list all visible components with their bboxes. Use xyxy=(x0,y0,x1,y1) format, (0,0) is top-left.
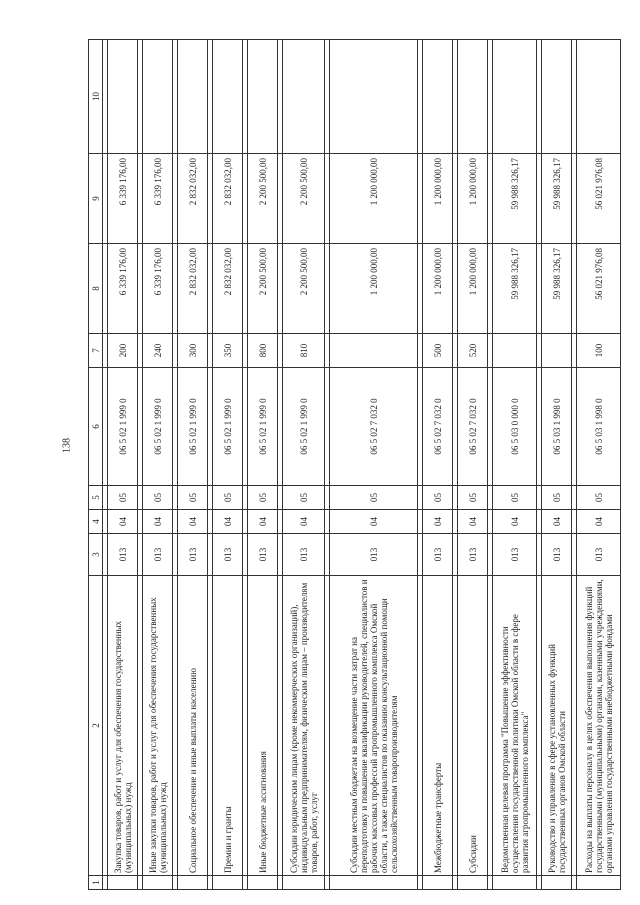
cell-name: Расходы на выплаты персоналу в целях обеспечения выполнения функций государственными (муниципальными) органами, казенными учреждениями, органами управления государственными внебюджетными фондами xyxy=(577,576,621,876)
cell-index xyxy=(542,876,572,890)
cell-amount-2: 2 200 500,00 xyxy=(248,154,278,244)
cell-amount-2: 1 200 000,00 xyxy=(423,154,453,244)
col-header: 4 xyxy=(89,510,103,534)
table-row xyxy=(458,40,488,890)
cell-col10 xyxy=(577,40,621,154)
table-row xyxy=(493,40,537,890)
cell-target-item: 06 5 02 1 999 0 xyxy=(143,368,173,486)
cell-amount-2: 59 988 326,17 xyxy=(542,154,572,244)
cell-col10 xyxy=(458,40,488,154)
header-row xyxy=(89,40,103,890)
cell-section: 04 xyxy=(248,510,278,534)
cell-subsection: 05 xyxy=(330,486,418,510)
cell-section: 04 xyxy=(178,510,208,534)
cell-index xyxy=(458,876,488,890)
cell-section: 04 xyxy=(108,510,138,534)
cell-amount: 1 200 000,00 xyxy=(330,244,418,334)
cell-amount-2: 2 832 032,00 xyxy=(213,154,243,244)
cell-index xyxy=(330,876,418,890)
cell-amount-2: 6 339 176,00 xyxy=(108,154,138,244)
cell-amount: 1 200 000,00 xyxy=(458,244,488,334)
cell-amount-2: 1 200 000,00 xyxy=(458,154,488,244)
cell-ministry: 013 xyxy=(143,534,173,576)
page-number: 138 xyxy=(61,438,73,453)
cell-section: 04 xyxy=(330,510,418,534)
cell-expense-type: 350 xyxy=(213,334,243,368)
col-header: 5 xyxy=(89,486,103,510)
cell-subsection: 05 xyxy=(423,486,453,510)
cell-name: Премии и гранты xyxy=(213,576,243,876)
cell-col10 xyxy=(213,40,243,154)
col-header: 3 xyxy=(89,534,103,576)
table-row xyxy=(330,40,418,890)
cell-index xyxy=(213,876,243,890)
cell-name: Закупка товаров, работ и услуг для обеспечения государственных (муниципальных) нужд xyxy=(108,576,138,876)
cell-name: Руководство и управление в сфере установленных функций государственных органов Омской области xyxy=(542,576,572,876)
cell-subsection: 05 xyxy=(283,486,325,510)
table-row xyxy=(423,40,453,890)
cell-subsection: 05 xyxy=(178,486,208,510)
cell-name: Иные закупки товаров, работ и услуг для обеспечения государственных (муниципальных) нужд xyxy=(143,576,173,876)
table-row xyxy=(108,40,138,890)
cell-amount: 56 021 976,08 xyxy=(577,244,621,334)
cell-expense-type xyxy=(493,334,537,368)
cell-ministry: 013 xyxy=(283,534,325,576)
cell-section: 04 xyxy=(143,510,173,534)
cell-ministry: 013 xyxy=(542,534,572,576)
cell-section: 04 xyxy=(423,510,453,534)
cell-amount-2: 2 200 500,00 xyxy=(283,154,325,244)
cell-section: 04 xyxy=(493,510,537,534)
cell-target-item: 06 5 02 1 999 0 xyxy=(248,368,278,486)
cell-amount-2: 56 021 976,08 xyxy=(577,154,621,244)
col-header: 6 xyxy=(89,368,103,486)
cell-amount: 2 832 032,00 xyxy=(178,244,208,334)
col-header: 7 xyxy=(89,334,103,368)
table-row xyxy=(577,40,621,890)
cell-subsection: 05 xyxy=(213,486,243,510)
cell-name: Межбюджетные трансферты xyxy=(423,576,453,876)
rotated-table-wrapper xyxy=(88,40,614,890)
cell-subsection: 05 xyxy=(248,486,278,510)
cell-section: 04 xyxy=(213,510,243,534)
cell-col10 xyxy=(423,40,453,154)
cell-target-item: 06 5 02 1 999 0 xyxy=(213,368,243,486)
cell-target-item: 06 5 02 7 032 0 xyxy=(330,368,418,486)
cell-ministry: 013 xyxy=(423,534,453,576)
cell-section: 04 xyxy=(458,510,488,534)
cell-target-item: 06 5 02 7 032 0 xyxy=(458,368,488,486)
col-header: 2 xyxy=(89,576,103,876)
cell-subsection: 05 xyxy=(143,486,173,510)
cell-col10 xyxy=(178,40,208,154)
cell-section: 04 xyxy=(283,510,325,534)
cell-expense-type: 100 xyxy=(577,334,621,368)
cell-target-item: 06 5 02 1 999 0 xyxy=(108,368,138,486)
cell-target-item: 06 5 02 1 999 0 xyxy=(283,368,325,486)
cell-expense-type: 520 xyxy=(458,334,488,368)
cell-amount: 2 200 500,00 xyxy=(248,244,278,334)
cell-name: Ведомственная целевая программа "Повышение эффективности осуществления государственной политики Омской области в сфере развития агропромышленного комплекса" xyxy=(493,576,537,876)
cell-index xyxy=(178,876,208,890)
cell-amount: 59 988 326,17 xyxy=(542,244,572,334)
cell-amount: 6 339 176,00 xyxy=(108,244,138,334)
col-header: 10 xyxy=(89,40,103,154)
cell-amount: 2 200 500,00 xyxy=(283,244,325,334)
cell-name: Социальное обеспечение и иные выплаты населению xyxy=(178,576,208,876)
cell-ministry: 013 xyxy=(458,534,488,576)
cell-index xyxy=(577,876,621,890)
cell-col10 xyxy=(248,40,278,154)
cell-ministry: 013 xyxy=(213,534,243,576)
cell-col10 xyxy=(542,40,572,154)
budget-table xyxy=(88,39,621,890)
cell-index xyxy=(108,876,138,890)
cell-name: Иные бюджетные ассигнования xyxy=(248,576,278,876)
table-row xyxy=(178,40,208,890)
cell-ministry: 013 xyxy=(108,534,138,576)
cell-subsection: 05 xyxy=(542,486,572,510)
cell-amount: 59 988 326,17 xyxy=(493,244,537,334)
col-header: 1 xyxy=(89,876,103,890)
cell-col10 xyxy=(108,40,138,154)
cell-expense-type xyxy=(542,334,572,368)
cell-name: Субсидии юридическим лицам (кроме некоммерческих организаций), индивидуальным предпринимателям, физическим лицам – производителям товаров, работ, услуг xyxy=(283,576,325,876)
cell-amount: 6 339 176,00 xyxy=(143,244,173,334)
cell-name: Субсидии местным бюджетам на возмещение части затрат на переподготовку и повышение квалификации руководителей, специалистов и рабочих массовых профессий агропромышленного комплекса Омской области, а также специалистов по оказанию консультационной помощи сельскохозяйственным товаропроизводителям xyxy=(330,576,418,876)
cell-ministry: 013 xyxy=(330,534,418,576)
table-row xyxy=(283,40,325,890)
cell-amount-2: 6 339 176,00 xyxy=(143,154,173,244)
table-row xyxy=(542,40,572,890)
cell-name: Субсидии xyxy=(458,576,488,876)
cell-amount-2: 1 200 000,00 xyxy=(330,154,418,244)
cell-index xyxy=(493,876,537,890)
cell-amount: 1 200 000,00 xyxy=(423,244,453,334)
cell-amount-2: 2 832 032,00 xyxy=(178,154,208,244)
cell-index xyxy=(143,876,173,890)
cell-ministry: 013 xyxy=(493,534,537,576)
cell-target-item: 06 5 03 1 998 0 xyxy=(577,368,621,486)
cell-subsection: 05 xyxy=(458,486,488,510)
cell-expense-type: 240 xyxy=(143,334,173,368)
cell-index xyxy=(283,876,325,890)
cell-target-item: 06 5 02 1 999 0 xyxy=(178,368,208,486)
cell-col10 xyxy=(143,40,173,154)
table-row xyxy=(248,40,278,890)
cell-amount-2: 59 988 326,17 xyxy=(493,154,537,244)
cell-subsection: 05 xyxy=(108,486,138,510)
cell-ministry: 013 xyxy=(178,534,208,576)
cell-col10 xyxy=(330,40,418,154)
cell-index xyxy=(248,876,278,890)
cell-index xyxy=(423,876,453,890)
col-header: 8 xyxy=(89,244,103,334)
cell-expense-type: 810 xyxy=(283,334,325,368)
table-row xyxy=(213,40,243,890)
cell-expense-type: 800 xyxy=(248,334,278,368)
cell-col10 xyxy=(283,40,325,154)
cell-section: 04 xyxy=(577,510,621,534)
cell-expense-type: 500 xyxy=(423,334,453,368)
cell-section: 04 xyxy=(542,510,572,534)
cell-amount: 2 832 032,00 xyxy=(213,244,243,334)
cell-target-item: 06 5 02 7 032 0 xyxy=(423,368,453,486)
col-header: 9 xyxy=(89,154,103,244)
cell-target-item: 06 5 03 1 998 0 xyxy=(542,368,572,486)
cell-ministry: 013 xyxy=(577,534,621,576)
cell-col10 xyxy=(493,40,537,154)
cell-target-item: 06 5 03 0 000 0 xyxy=(493,368,537,486)
cell-expense-type xyxy=(330,334,418,368)
cell-expense-type: 200 xyxy=(108,334,138,368)
cell-expense-type: 300 xyxy=(178,334,208,368)
cell-subsection: 05 xyxy=(493,486,537,510)
cell-subsection: 05 xyxy=(577,486,621,510)
table-row xyxy=(143,40,173,890)
cell-ministry: 013 xyxy=(248,534,278,576)
